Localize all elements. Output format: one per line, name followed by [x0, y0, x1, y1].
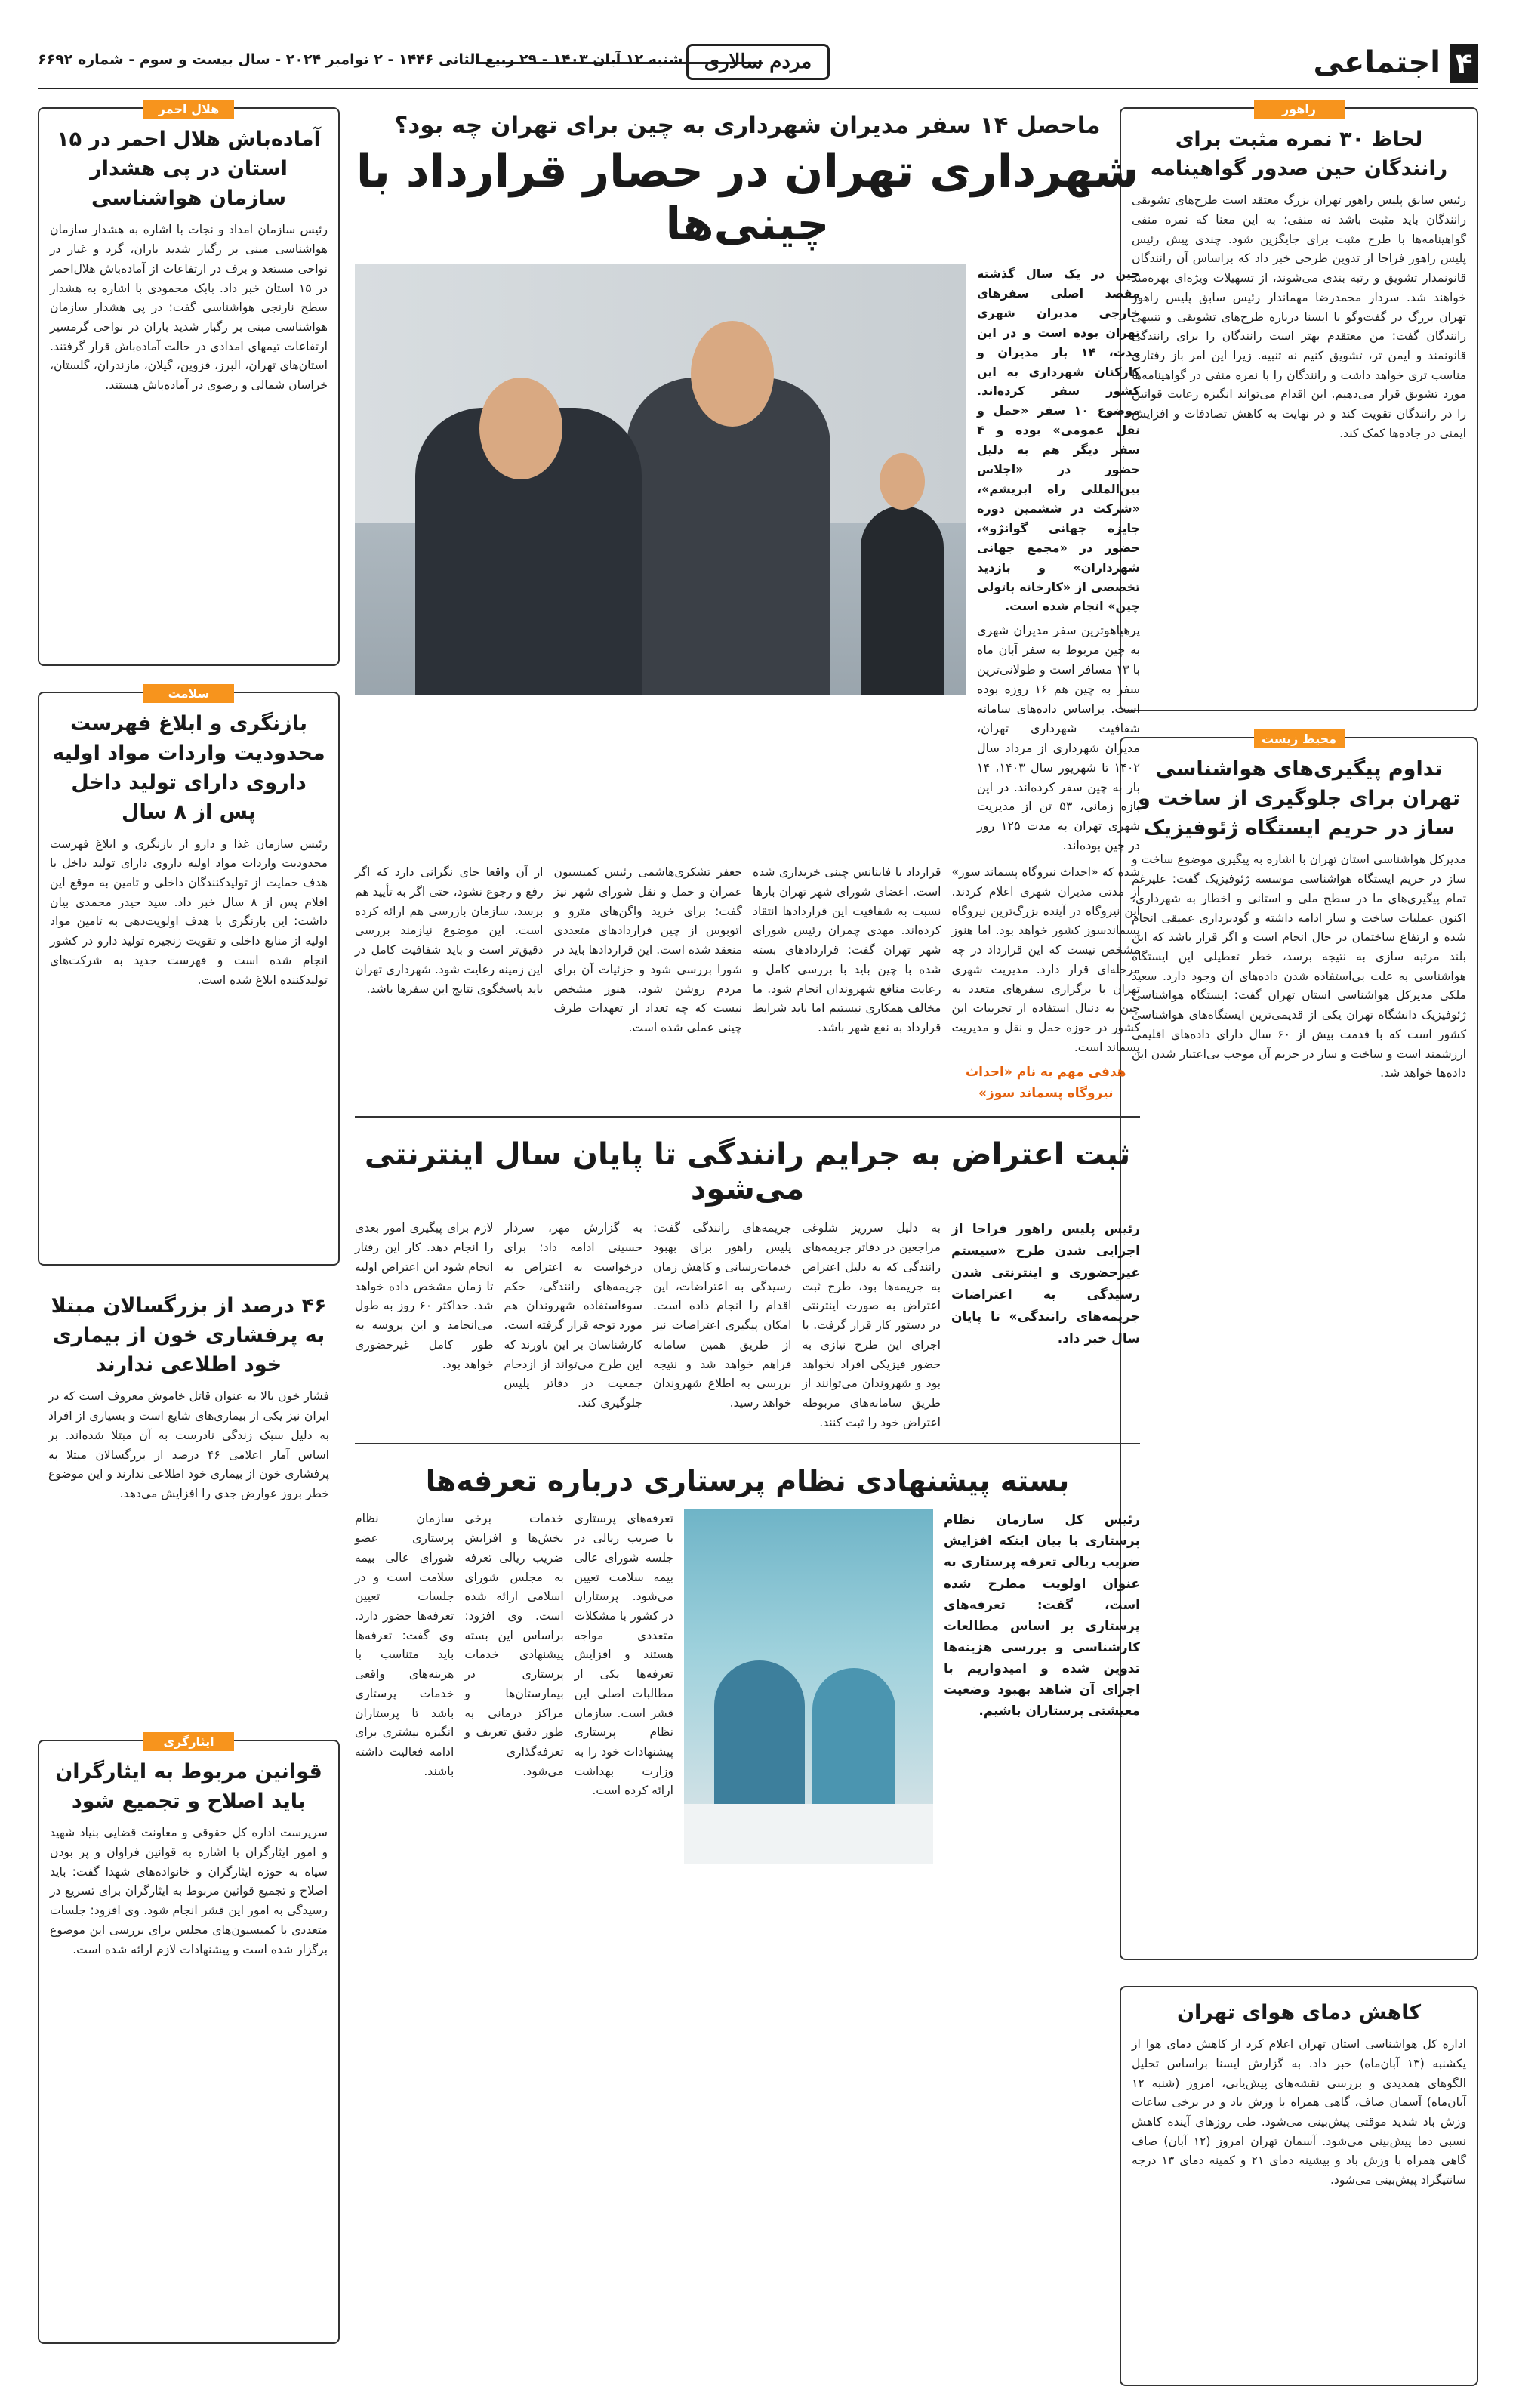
lead-headline: شهرداری تهران در حصار قرارداد با چینی‌ها — [356, 145, 1139, 251]
newspaper-logo: مردم سالاری — [686, 44, 830, 80]
box-body: اداره کل هواشناسی استان تهران اعلام کرد از کاهش دمای هوا از یکشنبه (۱۳ آبان‌ماه) خبر داد. به گزارش ایسنا براساس تحلیل الگوهای همدیدی و بررسی نقشه‌های پیش‌یابی، امروز (شنبه ۱۲ آبان‌ماه) آسمان صاف، گاهی همراه با وزش باد و در برخی ساعات وزش باد شدید موقتی پیش‌بینی می‌شود. طی روزهای آینده کاهش نسبی دما پیش‌بینی می‌شود. آسمان تهران امروز (۱۲ آبان) صاف گاهی همراه با وزش باد و بیشینه دمای ۲۱ و کمینه دمای ۱۳ درجه سانتیگراد پیش‌بینی می‌شود. — [1132, 2037, 1467, 2188]
box-title: بازنگری و ابلاغ فهرست محدودیت واردات مواد اولیه داروی دارای تولید داخل پس از ۸ سال — [52, 712, 325, 825]
box-body: رئیس سابق پلیس راهور تهران بزرگ معتقد است طرح‌های تشویقی رانندگان باید مثبت باشد نه منفی؛ به این معنا که نمره منفی گواهینامه‌ها با طرح مثبت برای جایگزین شود. چندی پیش رئیس پلیس راهور فراجا از تدوین طرحی خبر داد که براساس آن رانندگان قانونمدار تشویق و رتبه بندی می‌شوند، از تسهیلات ویژه‌ای بهره‌مند خواهند شد. سردار محمدرضا مهماندار رئیس سابق پلیس راهور تهران بزرگ در گفت‌وگو با ایسنا درباره طرح‌های تشویقی و تنبیهی رانندگان گفت: من معتقدم بهتر است رانندگان را برای رانندگی قانونمند و ایمن تر، تشویق کنیم نه تنبیه. زیرا این امر باز رفتاری مناسب تری خواهد داشت و رانندگان را با نمره منفی در گواهینامه‌ها مورد تشویق قرار می‌دهیم. این اقدام می‌تواند انگیزه رعایت قوانین را در رانندگان تقویت کند و در نهایت به کاهش تصادفات و افزایش ایمنی در جاده‌ها کمک کند. — [1132, 193, 1466, 440]
lead-photo — [355, 264, 966, 695]
left-column — [38, 102, 340, 2344]
news-box-traffic — [1120, 102, 1478, 711]
box-title: ۴۶ درصد از بزرگسالان مبتلا به پرفشاری خون از بیماری خود اطلاعی ندارند — [51, 1294, 327, 1377]
story2-column-4: لازم برای پیگیری امور بعدی را انجام دهد. کار این رفتار انجام شود این اعتراض اولیه تا زمان مشخص داده خواهد شد. حداکثر ۶۰ روز به طول می‌انجامد و این پروسه به طور کامل غیرحضوری خواهد بود. — [355, 1221, 494, 1371]
news-box-blood-pressure — [38, 1291, 340, 1714]
nurse-photo — [684, 1509, 933, 1864]
story2-column-1: به دلیل سرریز شلوغی مراجعین در دفاتر جریمه‌های رانندگی که به دلیل اعتراض به جریمه‌ها بود، طرح ثبت اعتراض به صورت اینترنتی در دستور کار قرار گرفت. با اجرای این طرح نیازی به حضور فیزیکی افراد نخواهد بود و شهروندان می‌توانند از طریق سامانه‌های مربوطه اعتراض خود را ثبت کنند. — [802, 1221, 941, 1429]
story2-column-2: جریمه‌های رانندگی گفت: پلیس راهور برای بهبود خدمات‌رسانی و کاهش زمان رسیدگی به اعتراضات، این اقدام را انجام داده است. امکان پیگیری اعتراضات نیز از طریق همین سامانه فراهم خواهد شد و نتیجه بررسی به اطلاع شهروندان خواهد رسید. — [653, 1221, 792, 1410]
box-body: مدیرکل هواشناسی استان تهران با اشاره به پیگیری موضوع ساخت و ساز در حریم ایستگاه هواشناسی موسسه ژئوفیزیک گفت: علیرغم تمام پیگیری‌های ما در سطح ملی و استانی و اخطار به شهرداری، اکنون عملیات ساخت و ساز ادامه داشته و گودبرداری عمیقی انجام شده و ارتفاع ساختمان در حال انجام است و اگر قرار باشد که این بلند مرتبه سازی به نتیجه برسد، خطر تعطیلی این ایستگاه هواشناسی به علت بی‌استفاده شدن داده‌های آن وجود دارد. سعید ملکی مدیرکل هواشناسی استان تهران گفت: ایستگاه هواشناسی ژئوفیزیک دانشگاه تهران یکی از قدیمی‌ترین ایستگاه‌های هواشناسی کشور است که با قدمت بیش از ۶۰ سال دارای داده‌های اقلیمی ارزشمند است و ساخت و ساز در حریم آن موجب بی‌اعتبار شدن این داده‌ها خواهد شد. — [1132, 853, 1466, 1081]
box-title: آماده‌باش هلال احمر در ۱۵ استان در پی هشدار سازمان هواشناسی — [57, 128, 321, 211]
story3-lead: رئیس کل سازمان نظام پرستاری با بیان اینکه افزایش ضریب ریالی تعرفه پرستاری به عنوان اولویت مطرح شده است، گفت: تعرفه‌های پرستاری بر اساس مطالعات کارشناسی و بررسی هزینه‌ها تدوین شده و امیدواریم با اجرای آن شاهد بهبود وضعیت معیشتی پرستاران باشیم. — [944, 1512, 1140, 1719]
story3 — [355, 1509, 1140, 1864]
lead-column-2: قرارداد با فاینانس چینی خریداری شده است. اعضای شورای شهر تهران بارها نسبت به شفافیت این قراردادها انتقاد کرده‌اند. مهدی چمران رئیس شورای شهر تهران گفت: قراردادهای بسته شده با چین باید با بررسی کامل و رعایت منافع شهروندان انجام شود. ما مخالف همکاری نیستیم اما باید شرایط قرارداد به نفع شهر باشد. — [753, 865, 941, 1034]
lead-column-4: از آن واقعا جای نگرانی دارد که اگر رفع و رجوع نشود، حتی اگر به تأیید هم برسد، سازمان بازرسی هم ارائه کرده است. این موضوع نیازمند بررسی دقیق‌تر است و باید شفافیت کامل در این زمینه رعایت شود. شهرداری تهران باید پاسخگوی نتایج این سفرها باشد. — [355, 865, 544, 996]
news-box-veterans — [38, 1734, 340, 2344]
news-box-weather — [1120, 1986, 1478, 2386]
lead-column-3: جعفر تشکری‌هاشمی رئیس کمیسیون عمران و حمل و نقل شورای شهر نیز گفت: برای خرید واگن‌های مترو و اتوبوس از چین قراردادهای متعددی منعقد شده است. این قراردادها باید در شورا بررسی شود و جزئیات آن برای مردم روشن شود. هنوز مشخص نیست که چه تعداد از تعهدات طرف چینی عملی شده است. — [553, 865, 742, 1034]
box-title: تداوم پیگیری‌های هواشناسی تهران برای جلوگیری از ساخت و ساز در حریم ایستگاه ژئوفیزیک — [1138, 757, 1460, 840]
story2-lead: رئیس پلیس راهور فراجا از اجرایی شدن طرح «سیستم غیرحضوری و اینترنتی شدن رسیدگی به اعتراضات جریمه‌های رانندگی» تا پایان سال خبر داد. — [951, 1222, 1140, 1346]
divider — [355, 1443, 1140, 1444]
lead-paragraph: چین در یک سال گذشته مقصد اصلی سفرهای خارجی مدیران شهری تهران بوده است و در این مدت، ۱۴ بار مدیران و کارکنان شهرداری به این کشور سفر کرده‌اند. موضوع ۱۰ سفر «حمل و نقل عمومی» بوده و ۴ سفر دیگر هم به دلیل حضور در «اجلاس بین‌المللی راه ابریشم»، «شرکت در ششمین دوره جایزه جهانی گوانژو»، حضور در «مجمع جهانی شهرداران» و بازدید تخصصی از «کارخانه باتولی چین» انجام شده است. — [977, 267, 1141, 614]
box-title: قوانین مربوط به ایثارگران باید اصلاح و تجمیع شود — [55, 1760, 322, 1814]
lead-story — [355, 264, 1140, 856]
news-box-environment — [1120, 732, 1478, 1960]
story2-column-3: به گزارش مهر، سردار حسینی ادامه داد: برای درخواست به اعتراض به جریمه‌های رانندگی، حکم سوءاستفاده شهروندان هم مورد توجه قرار گرفته است. کارشناسان بر این باورند که این طرح می‌تواند از ازدحام جمعیت در دفاتر پلیس جلوگیری کند. — [504, 1221, 642, 1410]
box-title: کاهش دمای هوای تهران — [1176, 2001, 1422, 2024]
box-body: سرپرست اداره کل حقوقی و معاونت قضایی بنیاد شهید و امور ایثارگران با اشاره به قوانین فراوان و پر بودن سیاه به حوزه ایثارگران و خانواده‌های شهدا گفت: باید اصلاح و تجمیع قوانین مربوط به ایثارگران برای تسریع در رسیدگی به امور این قشر انجام شود. وی افزود: جلسات متعددی با کمیسیون‌های مجلس برای بررسی این موضوع برگزار شده است و پیشنهادات لازم ارائه شده است. — [50, 1826, 328, 1956]
box-body: رئیس سازمان غذا و دارو از بازنگری و ابلاغ فهرست محدودیت واردات مواد اولیه داروی دارای تولید داخل با هدف حمایت از تولیدکنندگان داخلی و تامین به موقع این اقلام پس از ۸ سال خبر داد. سید حیدر محمدی بیان داشت: این بازنگری با هدف اولویت‌دهی به تامین مواد اولیه از منابع داخلی و تقویت زنجیره تولید دارو در کشور انجام شده است و فهرست جدید به شرکت‌های تولیدکننده ابلاغ شده است. — [50, 837, 328, 987]
page-header — [38, 29, 1478, 89]
category-tag: راهور — [1254, 100, 1345, 119]
page-number: ۴ — [1450, 44, 1478, 83]
box-body: رئیس سازمان امداد و نجات با اشاره به هشدار سازمان هواشناسی مبنی بر رگبار شدید باران، گرد و غبار در نواحی مستعد و برف در ارتفاعات از آماده‌باش هلال‌احمر در ۱۵ استان خبر داد. بابک محمودی با اشاره به هشدار سطح نارنجی هواشناسی گفت: در پی هشدار سازمان هواشناسی مبنی بر رگبار شدید باران در نواحی گرمسیر ارتفاعات تیمهای امدادی در حالت آماده‌باش قرار گرفتند. استان‌های تهران، البرز، قزوین، گیلان، مازندران، گلستان، خراسان شمالی و رضوی در آماده‌باش هستند. — [50, 223, 328, 393]
issue-dateline: شنبه ۱۲ آبان ۱۴۰۳ - ۲۹ ربیع الثانی ۱۴۴۶ - ۲ نوامبر ۲۰۲۴ - سال بیست و سوم - شماره ۶۶۹۲ — [38, 51, 683, 68]
divider — [355, 1116, 1140, 1118]
box-body: فشار خون بالا به عنوان قاتل خاموش معروف است که در ایران نیز یکی از بیماری‌های شایع است و بسیاری از افراد به دلیل سبک زندگی نادرست به آن مبتلا شده‌اند. بر اساس آمار اعلامی ۴۶ درصد از بزرگسالان مبتلا به پرفشاری خون از بیماری خود اطلاعی ندارند و این موضوع خطر بروز عوارض جدی را افزایش می‌دهد. — [48, 1389, 329, 1501]
main-column — [355, 107, 1140, 1864]
photo-head-back — [880, 453, 925, 510]
story3-column-3: سازمان نظام پرستاری عضو شورای عالی بیمه سلامت است و در جلسات تعیین تعرفه‌ها حضور دارد. وی گفت: تعرفه‌ها باید متناسب با هزینه‌های واقعی خدمات پرستاری باشد تا پرستاران انگیزه بیشتری برای ادامه فعالیت داشته باشند. — [355, 1512, 454, 1778]
lead-kicker: ماحصل ۱۴ سفر مدیران شهرداری به چین برای تهران چه بود؟ — [394, 112, 1101, 139]
lead-paragraph-2: پرهیاهوترین سفر مدیران شهری به چین مربوط به سفر آبان ماه با ۱۳ مسافر است و طولانی‌ترین سفر به چین هم ۱۶ روزه بوده است. براساس داده‌های سامانه شفافیت شهرداری تهران، مدیران شهرداری از مرداد سال ۱۴۰۲ تا شهریور سال ۱۴۰۳، ۱۴ بار به چین سفر کرده‌اند. در این بازه زمانی، ۵۳ تن از مدیریت شهری تهران به مدت ۱۲۵ روز در چین بوده‌اند. — [977, 623, 1141, 853]
category-tag: سلامت — [143, 684, 234, 703]
story3-headline: بسته پیشنهادی نظام پرستاری درباره تعرفه‌ها — [425, 1464, 1070, 1498]
category-tag: ایثارگری — [143, 1732, 234, 1751]
story2-headline: ثبت اعتراض به جرایم رانندگی تا پایان سال اینترنتی می‌شود — [364, 1137, 1131, 1207]
photo-bed — [684, 1804, 933, 1864]
right-column — [1120, 102, 1478, 2386]
column-text: شده که «احداث نیروگاه پسماند سوز» از مدتی مدیران شهری اعلام کردند. این نیروگاه در آینده بزرگ‌ترین نیروگاه پسماندسوز کشور خواهد بود. اما هنوز مشخص نیست که این قرارداد در چه مرحله‌ای قرار دارد. مدیریت شهری تهران با برگزاری سفرهای متعدد به چین به دنبال استفاده از تجربیات این کشور در حوزه حمل و نقل و مدیریت پسماند است. — [951, 865, 1140, 1054]
category-tag: محیط زیست — [1254, 729, 1345, 748]
story2 — [355, 1219, 1140, 1432]
photo-figure — [812, 1668, 895, 1819]
lead-text — [977, 264, 1140, 856]
pull-quote: هدفی مهم به نام «احداث نیروگاه پسماند سوز» — [966, 1065, 1126, 1102]
lead-column-1 — [952, 863, 1141, 1105]
photo-head-left — [479, 378, 562, 479]
story3-column-1: تعرفه‌های پرستاری با ضریب ریالی در جلسه شورای عالی بیمه سلامت تعیین می‌شود. پرستاران در کشور با مشکلات متعددی مواجه هستند و افزایش تعرفه‌ها یکی از مطالبات اصلی این قشر است. سازمان نظام پرستاری پیشنهادات خود را به وزارت بهداشت ارائه کرده است. — [574, 1512, 673, 1798]
lead-story-columns — [355, 863, 1140, 1105]
photo-person-back — [861, 506, 944, 695]
news-box-red-crescent — [38, 102, 340, 666]
section-title: اجتماعی — [1313, 45, 1441, 80]
category-tag: هلال احمر — [143, 100, 234, 119]
story3-column-2: خدمات برخی بخش‌ها و افزایش ضریب ریالی تعرفه به مجلس شورای اسلامی ارائه شده است. وی افزود: براساس این بسته پیشنهادی خدمات پرستاری در بیمارستان‌ها و مراکز درمانی به طور دقیق تعریف و تعرفه‌گذاری می‌شود. — [464, 1512, 564, 1778]
news-box-health — [38, 686, 340, 1266]
photo-head-right — [691, 321, 774, 427]
box-title: لحاظ ۳۰ نمره مثبت برای رانندگان حین صدور گواهینامه — [1150, 128, 1448, 181]
